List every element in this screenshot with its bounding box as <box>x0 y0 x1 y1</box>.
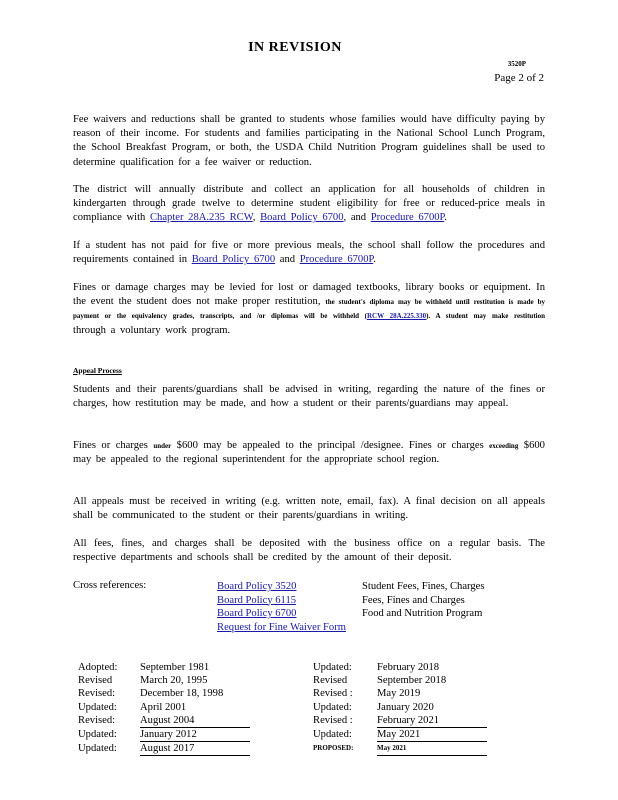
exceeding-text: exceeding <box>489 442 519 450</box>
history-label: Updated: <box>313 662 352 673</box>
appeal-amount-paragraph <box>73 439 545 467</box>
page-number: Page 2 of 2 <box>494 72 544 84</box>
separator: , and <box>343 212 367 224</box>
cross-references-label: Cross references: <box>73 580 147 591</box>
proposed-label: PROPOSED: <box>313 744 354 753</box>
history-row <box>313 687 487 700</box>
history-label: Revised: <box>78 688 116 700</box>
history-row <box>313 661 487 674</box>
under-text: under <box>153 442 172 450</box>
history-label: Updated: <box>313 701 352 713</box>
period: . <box>444 212 447 224</box>
fee-waiver-paragraph: Fee waivers and reductions shall be granted to students whose families would have difficulty paying by reason of their income. For students and families participating in the National School Lunch Program, the School Breakfast Program, or both, the USDA Child Nutrition Program guidelines shall be used to determine qualification for a fee waiver or reduction. <box>73 114 545 168</box>
history-row <box>313 701 487 714</box>
board-policy-6700-link[interactable]: Board Policy 6700 <box>191 254 276 266</box>
and-text: and <box>275 254 300 266</box>
history-row <box>78 728 250 742</box>
appeal-text-c: $600 may be appealed to the regional superintendent for the appropriate school region. <box>73 440 545 466</box>
fines-text: Fines or damage charges may be levied for lost or damaged textbooks, library books or equipment. In the event the student does not make proper restitution, <box>73 282 545 308</box>
appeal-text-a: Fines or charges <box>73 440 148 451</box>
separator: , <box>252 212 256 224</box>
rcw-28a235-link[interactable]: Chapter 28A.235 RCW <box>149 212 253 224</box>
xref-description: Student Fees, Fines, Charges <box>362 581 485 592</box>
history-date: September 1981 <box>140 662 210 673</box>
history-row <box>313 714 487 728</box>
appeal-text-b: $600 may be appealed to the principal /designee. Fines or charges <box>176 440 484 451</box>
history-label: Updated: <box>78 743 117 755</box>
fine-waiver-form-link[interactable]: Request for Fine Waiver Form <box>217 621 346 633</box>
history-date: May 2021 <box>377 728 487 742</box>
history-row <box>78 714 250 728</box>
history-date: May 2019 <box>377 688 421 700</box>
history-date: April 2001 <box>140 701 187 713</box>
fines-paragraph <box>73 281 545 338</box>
cross-reference-descriptions <box>362 580 485 621</box>
board-policy-3520-link[interactable]: Board Policy 3520 <box>217 581 297 592</box>
restitution-text: the student's diploma may be withheld until restitution is made by payment or the equivalency grades, transcripts, and /or diplomas will be withheld ( <box>73 298 545 321</box>
history-row <box>78 742 250 756</box>
history-row <box>313 728 487 742</box>
history-row <box>313 742 487 756</box>
period: . <box>373 254 376 266</box>
history-label: Revised : <box>313 688 353 700</box>
restitution-text-2: ). A student may make restitution <box>426 312 545 321</box>
unpaid-meals-paragraph <box>73 239 545 267</box>
work-program-text: through a voluntary work program. <box>73 324 231 336</box>
history-date: December 18, 1998 <box>140 688 224 700</box>
board-policy-6115-link[interactable]: Board Policy 6115 <box>217 594 297 606</box>
appeal-writing-paragraph: All appeals must be received in writing (e.g. written note, email, fax). A final decision on all appeals shall be communicated to the student or their parents/guardians in writing. <box>73 496 545 522</box>
history-row <box>313 674 487 687</box>
xref-description: Fees, Fines and Charges <box>362 594 465 606</box>
policy-code: 3520P <box>507 60 526 68</box>
board-policy-6700-link[interactable]: Board Policy 6700 <box>260 212 344 224</box>
history-row <box>78 661 250 674</box>
history-label: Revised: <box>78 714 116 726</box>
procedure-6700p-link[interactable]: Procedure 6700P <box>370 212 445 224</box>
unpaid-meals-text: If a student has not paid for five or more previous meals, the school shall follow the procedures and requirements contained in <box>73 240 545 266</box>
history-date: January 2012 <box>140 728 250 742</box>
history-row <box>78 674 250 687</box>
history-right-column <box>313 661 487 756</box>
history-date: February 2021 <box>377 714 487 728</box>
application-paragraph <box>73 183 545 226</box>
history-date: January 2020 <box>377 701 434 713</box>
document-title: IN REVISION <box>248 40 342 55</box>
history-date: August 2004 <box>140 714 250 728</box>
procedure-6700p-link[interactable]: Procedure 6700P <box>299 254 374 266</box>
history-row <box>78 687 250 700</box>
rcw-28a225330-link[interactable]: RCW 28A.225.330 <box>367 312 427 321</box>
history-label: Revised : <box>313 714 353 726</box>
history-label: Updated: <box>313 729 352 741</box>
xref-description: Food and Nutrition Program <box>362 608 483 619</box>
deposit-paragraph: All fees, fines, and charges shall be deposited with the business office on a regular basis. The respective departments and schools shall be credited by the amount of their deposit. <box>73 538 545 564</box>
proposed-date: May 2021 <box>377 742 487 756</box>
history-date: February 2018 <box>377 662 440 673</box>
cross-reference-links <box>217 580 346 634</box>
appeal-process-heading: Appeal Process <box>73 366 122 375</box>
history-label: Adopted: <box>78 662 118 673</box>
appeal-advice-paragraph: Students and their parents/guardians shall be advised in writing, regarding the nature of the fines or charges, how restitution may be made, and how a student or their parents/guardians may appeal. <box>73 384 545 410</box>
history-row <box>78 701 250 714</box>
history-label: Updated: <box>78 729 117 741</box>
history-date: August 2017 <box>140 742 250 756</box>
application-text: The district will annually distribute and collect an application for all households of children in kindergarten through grade twelve to determine student eligibility for free or reduced-price meals in compliance with <box>73 184 545 224</box>
history-label: Updated: <box>78 701 117 713</box>
history-date: March 20, 1995 <box>140 675 208 687</box>
history-date: September 2018 <box>377 675 447 687</box>
history-left-column <box>78 661 250 756</box>
history-label: Revised <box>313 675 348 687</box>
history-label: Revised <box>78 675 113 687</box>
board-policy-6700-link[interactable]: Board Policy 6700 <box>217 608 297 619</box>
